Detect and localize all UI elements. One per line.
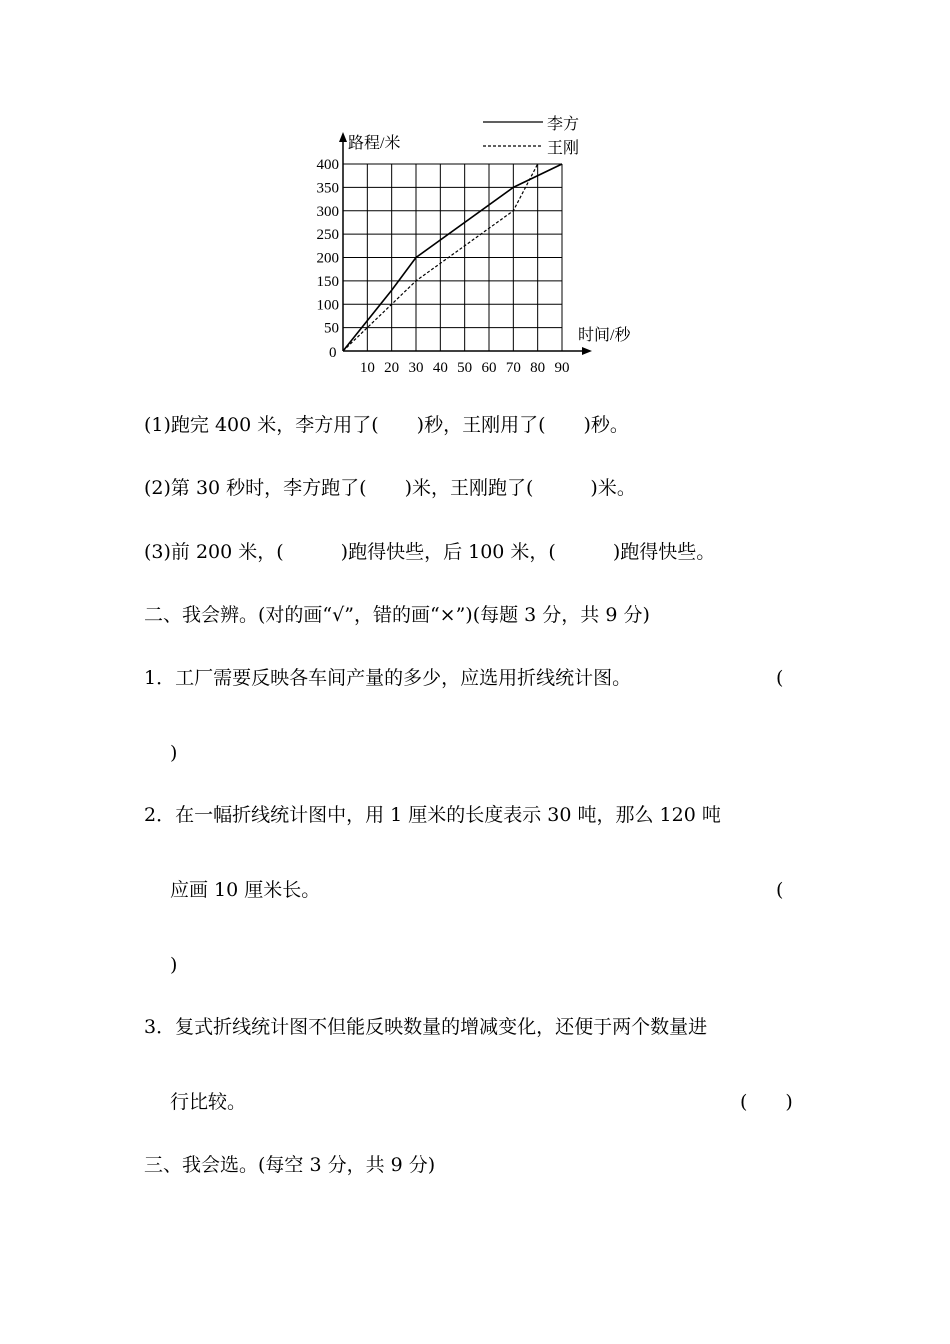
judge-item-3-line-2: 行比较。 <box>170 1091 247 1113</box>
chart-grid <box>343 164 562 351</box>
y-axis-label: 路程/米 <box>348 135 401 152</box>
legend-label-wanggang: 王刚 <box>547 140 580 157</box>
x-tick-label: 70 <box>505 360 521 376</box>
x-tick-label: 50 <box>457 360 473 376</box>
y-tick-label: 50 <box>324 320 339 337</box>
y-tick-label: 200 <box>316 250 339 267</box>
x-tick-label: 10 <box>359 360 375 376</box>
chart-axes <box>339 132 592 355</box>
x-tick-label: 20 <box>384 360 400 376</box>
judge-item-3-paren: ( ) <box>740 1091 793 1113</box>
y-tick-label: 150 <box>316 273 339 290</box>
judge-item-1-paren-open: ( <box>776 667 784 689</box>
legend <box>483 115 579 157</box>
question-3: (3)前 200 米，( )跑得快些，后 100 米，( )跑得快些。 <box>144 541 716 563</box>
y-tick-label: 350 <box>316 180 339 197</box>
x-tick-label: 30 <box>408 360 424 376</box>
section-3-title: 三、我会选。(每空 3 分，共 9 分) <box>144 1154 436 1176</box>
judge-item-2-line-1: 2．在一幅折线统计图中，用 1 厘米的长度表示 30 吨，那么 120 吨 <box>144 804 721 826</box>
y-tick-label: 100 <box>316 297 339 314</box>
judge-item-2-paren-open: ( <box>776 879 784 901</box>
question-2: (2)第 30 秒时，李方跑了( )米，王刚跑了( )米。 <box>144 477 636 499</box>
judge-item-1-paren-close: ) <box>170 742 178 764</box>
x-axis-arrow <box>582 347 592 355</box>
judge-item-2-paren-close: ) <box>170 954 178 976</box>
question-1: (1)跑完 400 米，李方用了( )秒，王刚用了( )秒。 <box>144 414 629 436</box>
line-chart <box>300 105 660 380</box>
x-tick-label: 60 <box>481 360 497 376</box>
judge-item-3-line-1: 3．复式折线统计图不但能反映数量的增减变化，还便于两个数量进 <box>144 1016 708 1038</box>
y-tick-label: 400 <box>316 157 339 173</box>
judge-item-2-line-2: 应画 10 厘米长。 <box>170 879 321 901</box>
section-2-title: 二、我会辨。(对的画“√”，错的画“×”)(每题 3 分，共 9 分) <box>144 604 650 626</box>
x-tick-label: 40 <box>432 360 448 376</box>
x-tick-label: 80 <box>530 360 546 376</box>
judge-item-1: 1．工厂需要反映各车间产量的多少，应选用折线统计图。 <box>144 667 632 689</box>
y-tick-label: 300 <box>316 203 339 220</box>
x-tick-label: 90 <box>554 360 570 376</box>
origin-label: 0 <box>329 345 337 361</box>
x-axis-label: 时间/秒 <box>578 327 631 344</box>
y-axis-arrow <box>339 132 347 142</box>
y-tick-label: 250 <box>316 227 339 244</box>
legend-label-lifang: 李方 <box>547 116 580 133</box>
